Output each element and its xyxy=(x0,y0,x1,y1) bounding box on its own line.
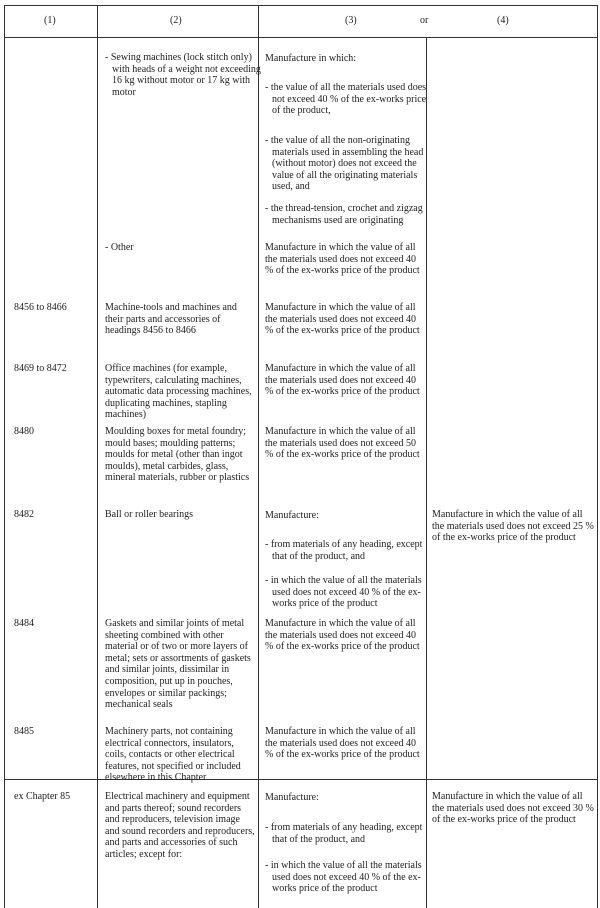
header-col4: (4) xyxy=(497,15,509,26)
description-cell: Office machines (for example, typewriters, calculating machines, automatic data processing machines, duplicating machines, stapling machines) xyxy=(105,363,252,421)
heading-code: ex Chapter 85 xyxy=(14,791,71,802)
header-or: or xyxy=(420,15,429,26)
heading-code: 8456 to 8466 xyxy=(14,302,67,313)
table-border-top xyxy=(4,5,598,6)
heading-code: 8484 xyxy=(14,618,34,629)
rule-item: - from materials of any heading, except that of the product, and xyxy=(265,539,423,562)
table-border-left xyxy=(4,5,5,908)
rule-cell: Manufacture in which the value of all the materials used does not exceed 40 % of the ex-works price of the product xyxy=(265,242,420,277)
rule-intro: Manufacture: xyxy=(265,792,319,803)
rule-intro: Manufacture: xyxy=(265,510,319,521)
rule-cell: Manufacture in which the value of all the materials used does not exceed 50 % of the ex-works price of the product xyxy=(265,426,420,461)
heading-code: 8485 xyxy=(14,726,34,737)
description-cell: Electrical machinery and equipment and parts thereof; sound recorders and reproducers, television image and sound recorders and reproducers, and parts and accessories of such articles; except for: xyxy=(105,791,255,860)
alternative-rule-cell: Manufacture in which the value of all the materials used does not exceed 25 % of the ex-works price of the product xyxy=(432,509,594,544)
description-cell: Ball or roller bearings xyxy=(105,509,194,520)
heading-code: 8469 to 8472 xyxy=(14,363,67,374)
rule-cell: Manufacture in which the value of all the materials used does not exceed 40 % of the ex-works price of the product xyxy=(265,726,420,761)
header-col3: (3) xyxy=(345,15,357,26)
rule-cell: Manufacture in which the value of all the materials used does not exceed 40 % of the ex-works price of the product xyxy=(265,302,420,337)
table-border-right xyxy=(597,5,598,908)
rule-item: - the value of all the non-originating materials used in assembling the head (without motor) does not exceed the value of all the originating materials used, and xyxy=(265,135,424,193)
rule-item: - from materials of any heading, except that of the product, and xyxy=(265,822,423,845)
rule-item: - in which the value of all the materials used does not exceed 40 % of the ex-works price of the product xyxy=(265,575,422,610)
rule-cell: Manufacture in which the value of all the materials used does not exceed 40 % of the ex-works price of the product xyxy=(265,618,420,653)
header-col2: (2) xyxy=(170,15,182,26)
rule-item: - the value of all the materials used does not exceed 40 % of the ex-works price of the product, xyxy=(265,82,427,117)
rule-item: - in which the value of all the materials used does not exceed 40 % of the ex-works price of the product xyxy=(265,860,422,895)
rule-cell: Manufacture in which the value of all the materials used does not exceed 40 % of the ex-works price of the product xyxy=(265,363,420,398)
description-cell: - Sewing machines (lock stitch only) with heads of a weight not exceeding 16 kg without motor or 17 kg with motor xyxy=(105,52,261,98)
heading-code: 8482 xyxy=(14,509,34,520)
column-divider xyxy=(97,5,98,908)
description-cell: Moulding boxes for metal foundry; mould bases; moulding patterns; moulds for metal (other than ingot moulds), metal carbides, glass, mineral materials, rubber or plastics xyxy=(105,426,250,484)
row-divider xyxy=(4,779,598,780)
description-cell: - Other xyxy=(105,242,134,253)
description-cell: Machine-tools and machines and their parts and accessories of headings 8456 to 8466 xyxy=(105,302,237,337)
header-col1: (1) xyxy=(44,15,56,26)
description-cell: Machinery parts, not containing electrical connectors, insulators, coils, contacts or other electrical features, not specified or included elsewhere in this Chapter xyxy=(105,726,241,784)
heading-code: 8480 xyxy=(14,426,34,437)
header-divider xyxy=(4,37,598,38)
alternative-rule-cell: Manufacture in which the value of all the materials used does not exceed 30 % of the ex-works price of the product xyxy=(432,791,594,826)
rule-intro: Manufacture in which: xyxy=(265,53,357,64)
rule-item: - the thread-tension, crochet and zigzag mechanisms used are originating xyxy=(265,203,423,226)
column-divider xyxy=(258,5,259,908)
description-cell: Gaskets and similar joints of metal sheeting combined with other material or of two or more layers of metal; sets or assortments of gaskets and similar joints, dissimilar in composition, put up in pouches, envelopes or similar packings; mechanical seals xyxy=(105,618,251,711)
